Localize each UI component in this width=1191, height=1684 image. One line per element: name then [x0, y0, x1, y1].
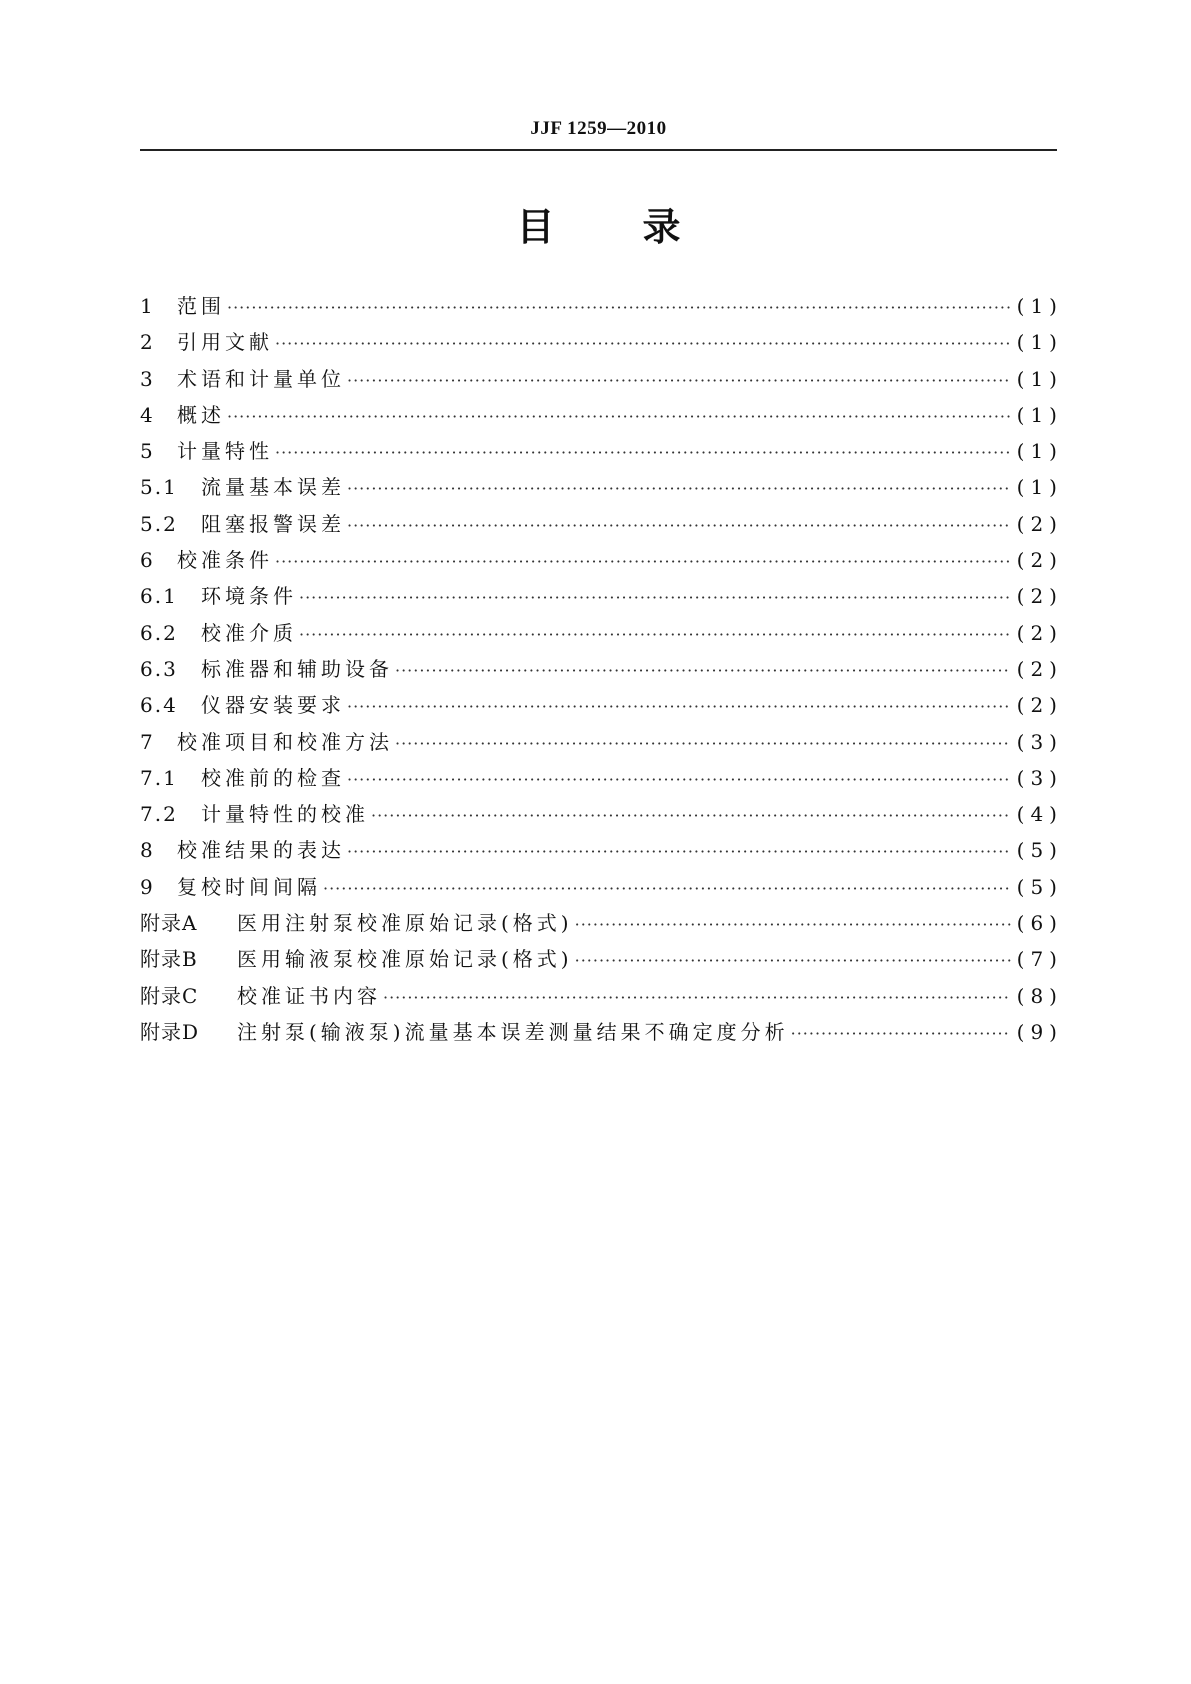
toc-entry-number: 3 [140, 366, 155, 391]
toc-entry-appendix-b[interactable] [140, 943, 1063, 979]
toc-entry-label: 校准证书内容 [237, 983, 381, 1008]
toc-entry-6-1[interactable] [140, 580, 1063, 616]
toc-entry-page: (1) [1016, 294, 1063, 318]
toc-entry-label: 复校时间间隔 [177, 874, 321, 899]
toc-entry-5-2[interactable] [140, 508, 1063, 544]
toc-entry-4[interactable] [140, 399, 1063, 435]
toc-leader-dots [395, 734, 1011, 753]
toc-leader-dots [299, 588, 1011, 607]
toc-leader-dots [575, 915, 1011, 934]
toc-entry-number: 附录B [140, 947, 198, 972]
toc-entry-number: 附录C [140, 983, 199, 1008]
header-divider [140, 149, 1057, 151]
toc-leader-dots [227, 298, 1011, 317]
toc-title-char-2: 录 [642, 205, 681, 249]
toc-entry-number: 6 [140, 548, 155, 573]
toc-entry-page: (1) [1016, 402, 1063, 427]
toc-leader-dots [347, 479, 1011, 498]
toc-entry-number: 5.1 [140, 475, 178, 500]
toc-entry-number: 4 [140, 402, 155, 427]
toc-entry-label: 计量特性的校准 [201, 802, 369, 827]
toc-entry-label: 仪器安装要求 [201, 693, 345, 718]
document-code-header: JJF 1259—2010 [530, 118, 667, 139]
toc-entry-label: 概述 [177, 402, 225, 427]
toc-entry-9[interactable] [140, 871, 1063, 907]
toc-entry-label: 校准项目和校准方法 [177, 729, 393, 754]
toc-entry-page: (7) [1016, 947, 1063, 972]
toc-entry-1[interactable] [140, 290, 1063, 326]
toc-leader-dots [347, 371, 1011, 390]
toc-entry-page: (2) [1016, 693, 1063, 718]
toc-entry-6-2[interactable] [140, 617, 1063, 653]
toc-leader-dots [575, 951, 1011, 970]
toc-entry-label: 标准器和辅助设备 [201, 656, 393, 681]
toc-leader-dots [227, 407, 1011, 426]
toc-entry-6-3[interactable] [140, 653, 1063, 689]
toc-entry-number: 9 [140, 874, 155, 899]
toc-entry-appendix-d[interactable] [140, 1016, 1063, 1052]
toc-entry-number: 5.2 [140, 511, 178, 536]
toc-entry-7-2[interactable] [140, 798, 1063, 834]
toc-entry-label: 医用输液泵校准原始记录(格式) [237, 947, 573, 972]
toc-entry-2[interactable] [140, 326, 1063, 362]
toc-leader-dots [347, 842, 1011, 861]
toc-entry-3[interactable] [140, 363, 1063, 399]
toc-entry-number: 6.4 [140, 693, 178, 718]
toc-entry-number: 附录D [140, 1019, 200, 1044]
toc-entry-page: (2) [1016, 511, 1063, 536]
toc-entry-appendix-a[interactable] [140, 907, 1063, 943]
toc-entry-number: 7 [140, 729, 155, 754]
toc-entry-label: 校准条件 [177, 548, 273, 573]
toc-entry-label: 阻塞报警误差 [201, 511, 345, 536]
toc-entry-number: 1 [140, 294, 155, 318]
toc-entry-label: 校准介质 [201, 620, 297, 645]
toc-entry-page: (4) [1016, 802, 1063, 827]
toc-entry-label: 环境条件 [201, 584, 297, 609]
table-of-contents [140, 290, 1063, 1052]
toc-entry-label: 引用文献 [177, 330, 273, 355]
toc-entry-page: (8) [1016, 983, 1063, 1008]
toc-entry-label: 术语和计量单位 [177, 366, 345, 391]
toc-entry-number: 6.2 [140, 620, 178, 645]
toc-entry-page: (1) [1016, 366, 1063, 391]
toc-leader-dots [347, 697, 1011, 716]
toc-entry-page: (2) [1016, 620, 1063, 645]
toc-entry-label: 医用注射泵校准原始记录(格式) [237, 911, 573, 936]
toc-entry-7[interactable] [140, 726, 1063, 762]
toc-entry-number: 6.1 [140, 584, 178, 609]
toc-entry-7-1[interactable] [140, 762, 1063, 798]
toc-entry-5[interactable] [140, 435, 1063, 471]
toc-entry-page: (5) [1016, 838, 1063, 863]
toc-entry-page: (1) [1016, 330, 1063, 355]
toc-entry-label: 校准前的检查 [201, 765, 345, 790]
toc-entry-label: 流量基本误差 [201, 475, 345, 500]
toc-entry-number: 7.1 [140, 765, 178, 790]
toc-entry-5-1[interactable] [140, 471, 1063, 507]
toc-entry-page: (3) [1016, 729, 1063, 754]
toc-leader-dots [299, 625, 1011, 644]
toc-leader-dots [383, 988, 1011, 1007]
toc-entry-label: 注射泵(输液泵)流量基本误差测量结果不确定度分析 [237, 1019, 789, 1044]
toc-entry-label: 范围 [177, 294, 225, 318]
toc-leader-dots [275, 552, 1011, 571]
toc-entry-8[interactable] [140, 834, 1063, 870]
toc-entry-page: (1) [1016, 439, 1063, 464]
toc-entry-6-4[interactable] [140, 689, 1063, 725]
toc-entry-number: 5 [140, 439, 155, 464]
toc-title [140, 202, 1057, 252]
toc-entry-number: 6.3 [140, 656, 178, 681]
toc-leader-dots [371, 806, 1011, 825]
toc-entry-page: (5) [1016, 874, 1063, 899]
toc-leader-dots [791, 1024, 1011, 1043]
toc-entry-label: 校准结果的表达 [177, 838, 345, 863]
toc-leader-dots [347, 516, 1011, 535]
toc-entry-number: 2 [140, 330, 155, 355]
toc-entry-page: (9) [1016, 1019, 1063, 1044]
toc-entry-page: (6) [1016, 911, 1063, 936]
toc-entry-page: (1) [1016, 475, 1063, 500]
toc-entry-number: 8 [140, 838, 155, 863]
toc-leader-dots [275, 443, 1011, 462]
toc-leader-dots [323, 879, 1011, 898]
toc-leader-dots [347, 770, 1011, 789]
toc-leader-dots [395, 661, 1011, 680]
toc-entry-label: 计量特性 [177, 439, 273, 464]
toc-entry-page: (2) [1016, 656, 1063, 681]
toc-entry-6[interactable] [140, 544, 1063, 580]
toc-leader-dots [275, 334, 1011, 353]
toc-title-char-1: 目 [516, 205, 555, 249]
toc-entry-number: 7.2 [140, 802, 178, 827]
toc-entry-appendix-c[interactable] [140, 980, 1063, 1016]
toc-entry-number: 附录A [140, 911, 198, 936]
toc-entry-page: (2) [1016, 548, 1063, 573]
toc-entry-page: (2) [1016, 584, 1063, 609]
toc-entry-page: (3) [1016, 765, 1063, 790]
